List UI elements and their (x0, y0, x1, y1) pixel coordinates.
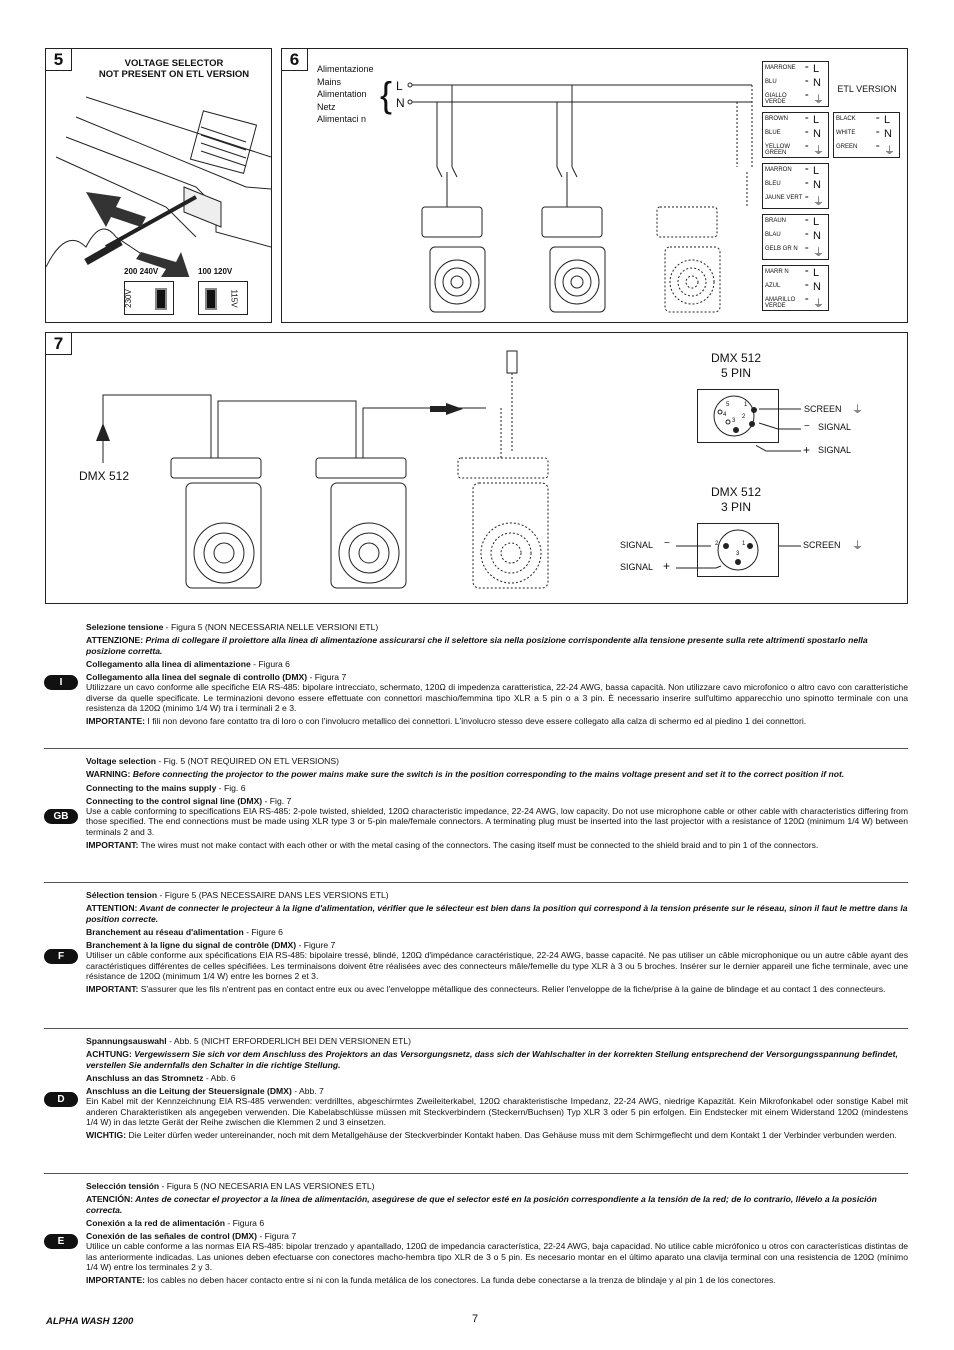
pin-1: 1 (744, 402, 748, 408)
switch-knob (155, 288, 167, 310)
language-badge-e: E (44, 1234, 78, 1249)
figure-5 (45, 48, 272, 323)
language-badge-f: F (44, 949, 78, 964)
ground-icon: ⏚ (813, 145, 824, 157)
voltage-selector-title: VOLTAGE SELECTOR NOT PRESENT ON ETL VERSION (98, 58, 250, 80)
brace: { (380, 74, 393, 115)
pin5-title: DMX 512 5 PIN (710, 351, 762, 380)
pin3-leads (676, 538, 856, 598)
pin5-screen-label: SCREEN (804, 404, 842, 414)
ground-icon: ⏚ (813, 196, 824, 208)
pin-4: 4 (723, 412, 727, 418)
line-l-label: L (396, 79, 403, 93)
section-divider (44, 1173, 908, 1174)
figure-7 (45, 332, 908, 604)
figure-number: 5 (46, 49, 72, 71)
ground-icon: ⏚ (813, 298, 824, 310)
footer-page-number: 7 (472, 1313, 479, 1325)
pin5-minus: − (804, 421, 810, 432)
figure-number: 6 (282, 49, 308, 71)
dmx-wiring-diagram (46, 333, 566, 603)
pin5-signal-plus-label: SIGNAL (818, 445, 852, 455)
section-d: Spannungsauswahl - Abb. 5 (NICHT ERFORDERLICH BEI DEN VERSIONEN ETL) ACHTUNG: Vergewissern Sie sich vor dem Anschluss des Projektors an das Versorgungsnetz, dass sich der Wahlschalter in der korrekten Stellung entsprechend der Versorgungsspannung befindet, verstellen Sie andernfalls den Schalter in die richtige Stellung. Anschluss an das Stromnetz - Abb. 6 Anschluss an die Leitung der Steuersignale (DMX) - Abb. 7 Ein Kabel mit der Kennzeichnung EIA RS-485 verwenden: verdrilltes, abgeschirmtes Zweileiterkabel, 120Ω charakteristische Impedanz, 22-24 AWG, niedrige Kapazität. Kein Mikrofonkabel oder sonstige Kabel mit anderen Charakteristiken als angegeben verwenden. Die Kabelabschlüsse müssen mit Steckverbindern (Steckern/Buchsen) Typ XLR 3 oder 5 pin erfolgen. Ein Endstecker mit einem Widerstand 120Ω (mindestens 1/4 W) in das letzte Gerät der Reihe zwischen die Klemmen 2 und 3 einsetzen. WICHTIG: Die Leiter dürfen weder untereinander, noch mit dem Metallgehäuse der Steckverbinder Kontakt haben. Das Gehäuse muss mit dem Schirmgeflecht und dem Kontakt 1 der Verbinder verbunden werden. (86, 1036, 908, 1141)
wire-colors-e: MARR N = L AZUL = N AMARILLO VERDE = ⏚ (762, 265, 829, 311)
ground-icon: ⏚ (813, 94, 824, 106)
pin-5: 5 (726, 402, 730, 408)
switch-115v (198, 281, 248, 315)
pin3-plus: + (663, 559, 671, 573)
section-divider (44, 748, 908, 749)
voltage-selector-illustration (46, 77, 271, 277)
pin-2: 2 (715, 541, 719, 547)
pin3-title: DMX 512 3 PIN (710, 485, 762, 514)
arrow-up-left-icon (86, 192, 146, 227)
section-f: Sélection tension - Figure 5 (PAS NECESSAIRE DANS LES VERSIONS ETL) ATTENTION: Avant de connecter le projecteur à la ligne d'alimentation, vérifier que le sélecteur est bien dans la position qui correspond à la tension présente sur le réseau, sinon il faut le mettre dans la position correcte. Branchement au réseau d'alimentation - Figure 6 Branchement à la ligne du signal de contrôle (DMX) - Figure 7 Utiliser un câble conforme aux spécifications EIA RS-485: bipolaire tressé, blindé, 120Ω d'impédance caractéristique, 22-24 AWG, basse capacité. Ne pas utiliser un câble microphonique ou un autre câble ayant des caractéristiques différentes de celles spécifiées. Les terminaisons doivent être réalisées avec des connecteurs mâle/femelle du type XLR à 3 ou 5 broches. Insérer sur le dernier appareil une fiche terminale, avec une résistance de 120Ω (minimum 1/4 W) entre les bornes 2 et 3. IMPORTANT: S'assurer que les fils n'entrent pas en contact entre eux ou avec l'enveloppe métallique des connecteurs. Relier l'enveloppe de la fiche/prise à la gaine de blindage et au contact 1 des connecteurs. (86, 890, 908, 995)
figure-6 (281, 48, 908, 323)
switch-knob (205, 288, 217, 310)
wire-colors-d: BRAUN = L BLAU = N GELB GR N = ⏚ (762, 214, 829, 260)
language-badge-it: I (44, 675, 78, 690)
section-divider (44, 882, 908, 883)
pin3-signal-plus-label: SIGNAL (620, 562, 654, 572)
pin3-signal-minus-label: SIGNAL (620, 540, 654, 550)
arrow-up-icon (96, 423, 110, 441)
language-badge-d: D (44, 1092, 78, 1107)
mains-labels: Alimentazione Mains Alimentation Netz Alimentaci n (317, 64, 374, 124)
section-e: Selección tensión - Figura 5 (NO NECESARIA EN LAS VERSIONES ETL) ATENCIÓN: Antes de conectar el proyector a la línea de alimentación, asegúrese de que el selector esté en la posición correspondiente a la tensión de la red; de lo contrario, llévelo a la posición correcta. Conexión a la red de alimentación - Figura 6 Conexión de las señales de control (DMX) - Figura 7 Utilice un cable conforme a las normas EIA RS-485: bipolar trenzado y apantallado, 120Ω de impedancia característica, 22-24 AWG, baja capacidad. No utilice cable micrófonico u otros con características distintas de las anteriormente indicadas. Las uniones deben efectuarse con conectores macho-hembra tipo XLR de 3 o 5 pin. Es necesario montar en el último aparato una clavija terminal con una resistencia de 120Ω (mínimo 1/4 W) entre los terminales 2 y 3. IMPORTANTE: los cables no deben hacer contacto entre sí ni con la funda metálica de los conectores. La funda debe conectarse a la trenza de blindaje y al pin 1 de los conectores. (86, 1181, 908, 1286)
pin-3: 3 (732, 418, 736, 424)
ground-icon: ⏚ (884, 145, 895, 157)
footer-product-name: ALPHA WASH 1200 (46, 1316, 134, 1327)
line-n-label: N (396, 96, 405, 110)
pin-2: 2 (742, 414, 746, 420)
section-divider (44, 1028, 908, 1029)
label-100-120v: 100 120V (198, 267, 233, 276)
switch-230v-label: 230V (123, 289, 133, 308)
arrow-right-icon (430, 403, 463, 415)
wire-colors-etl: BLACK = L WHITE = N GREEN = ⏚ (833, 112, 900, 158)
pin5-signal-minus-label: SIGNAL (818, 422, 852, 432)
dmx-input-label: DMX 512 (79, 469, 130, 483)
pin-1: 1 (742, 541, 746, 547)
ground-icon: ⏚ (852, 404, 863, 416)
section-it: Selezione tensione - Figura 5 (NON NECESSARIA NELLE VERSIONI ETL) ATTENZIONE: Prima di collegare il proiettore alla linea di alimentazione assicurarsi che il selettore sia nella posizione corrispondente alla tensione presente sulla rete altrimenti spostarlo nella posizione corretta. Collegamento alla linea di alimentazione - Figura 6 Collegamento alla linea del segnale di controllo (DMX) - Figura 7 Utilizzare un cavo conforme alle specifiche EIA RS-485: bipolare intrecciato, schermato, 120Ω di impedenza caratteristica, 22-24 AWG, bassa capacità. Non utilizzare cavo microfonico o altro cavo con caratteristiche diverse da quelle specificate. Le terminazioni devono essere effettuate con connettori maschio/femmina tipo XLR a 5 pin o a 3 pin. È necessario inserire sull'ultimo apparecchio uno spinotto terminale con una resistenza da 120Ω (minimo 1/4 W) tra i terminali 2 e 3. IMPORTANTE: I fili non devono fare contatto tra di loro o con l'involucro metallico dei connettori. L'involucro stesso deve essere collegato alla calza di schermo ed al piedino 1 dei connettori. (86, 622, 908, 727)
pin-3: 3 (736, 551, 740, 557)
wire-colors-gb: BROWN = L BLUE = N YELLOW GREEN = ⏚ (762, 112, 829, 158)
pin5-plus: + (803, 443, 811, 457)
section-gb: Voltage selection - Fig. 5 (NOT REQUIRED ON ETL VERSIONS) WARNING: Before connecting the projector to the power mains make sure the switch is in the position corresponding to the mains voltage present and set it to the correct position if not. Connecting to the mains supply - Fig. 6 Connecting to the control signal line (DMX) - Fig. 7 Use a cable conforming to specifications EIA RS-485: 2-pole twisted, shielded, 120Ω characteristic impedance, 22-24 AWG, low capacity. Do not use microphone cable or other cable with characteristics differing from those specified. The end connections must be made using XLR type 3 or 5-pin male/female connectors. A terminating plug must be inserted into the last projector with a resistance of 120Ω (minimum 1/4 W) between terminals 2 and 3. IMPORTANT: The wires must not make contact with each other or with the metal casing of the connectors. The casing itself must be connected to the shield braid and to pin 1 of the connectors. (86, 756, 908, 851)
language-badge-gb: GB (44, 809, 78, 824)
pin3-minus: − (664, 538, 670, 549)
wire-colors-f: MARRON = L BLEU = N JAUNE VERT = ⏚ (762, 163, 829, 209)
etl-version-label: ETL VERSION (837, 84, 897, 94)
figure-number: 7 (46, 333, 72, 355)
switch-115v-label: 115V (229, 289, 239, 308)
label-200-240v: 200 240V (124, 267, 159, 276)
ground-icon: ⏚ (813, 247, 824, 259)
ground-icon: ⏚ (852, 540, 863, 552)
pin3-screen-label: SCREEN (803, 540, 841, 550)
switch-230v (124, 281, 174, 315)
wire-colors-it: MARRONE = L BLU = N GIALLO VERDE = ⏚ (762, 61, 829, 107)
